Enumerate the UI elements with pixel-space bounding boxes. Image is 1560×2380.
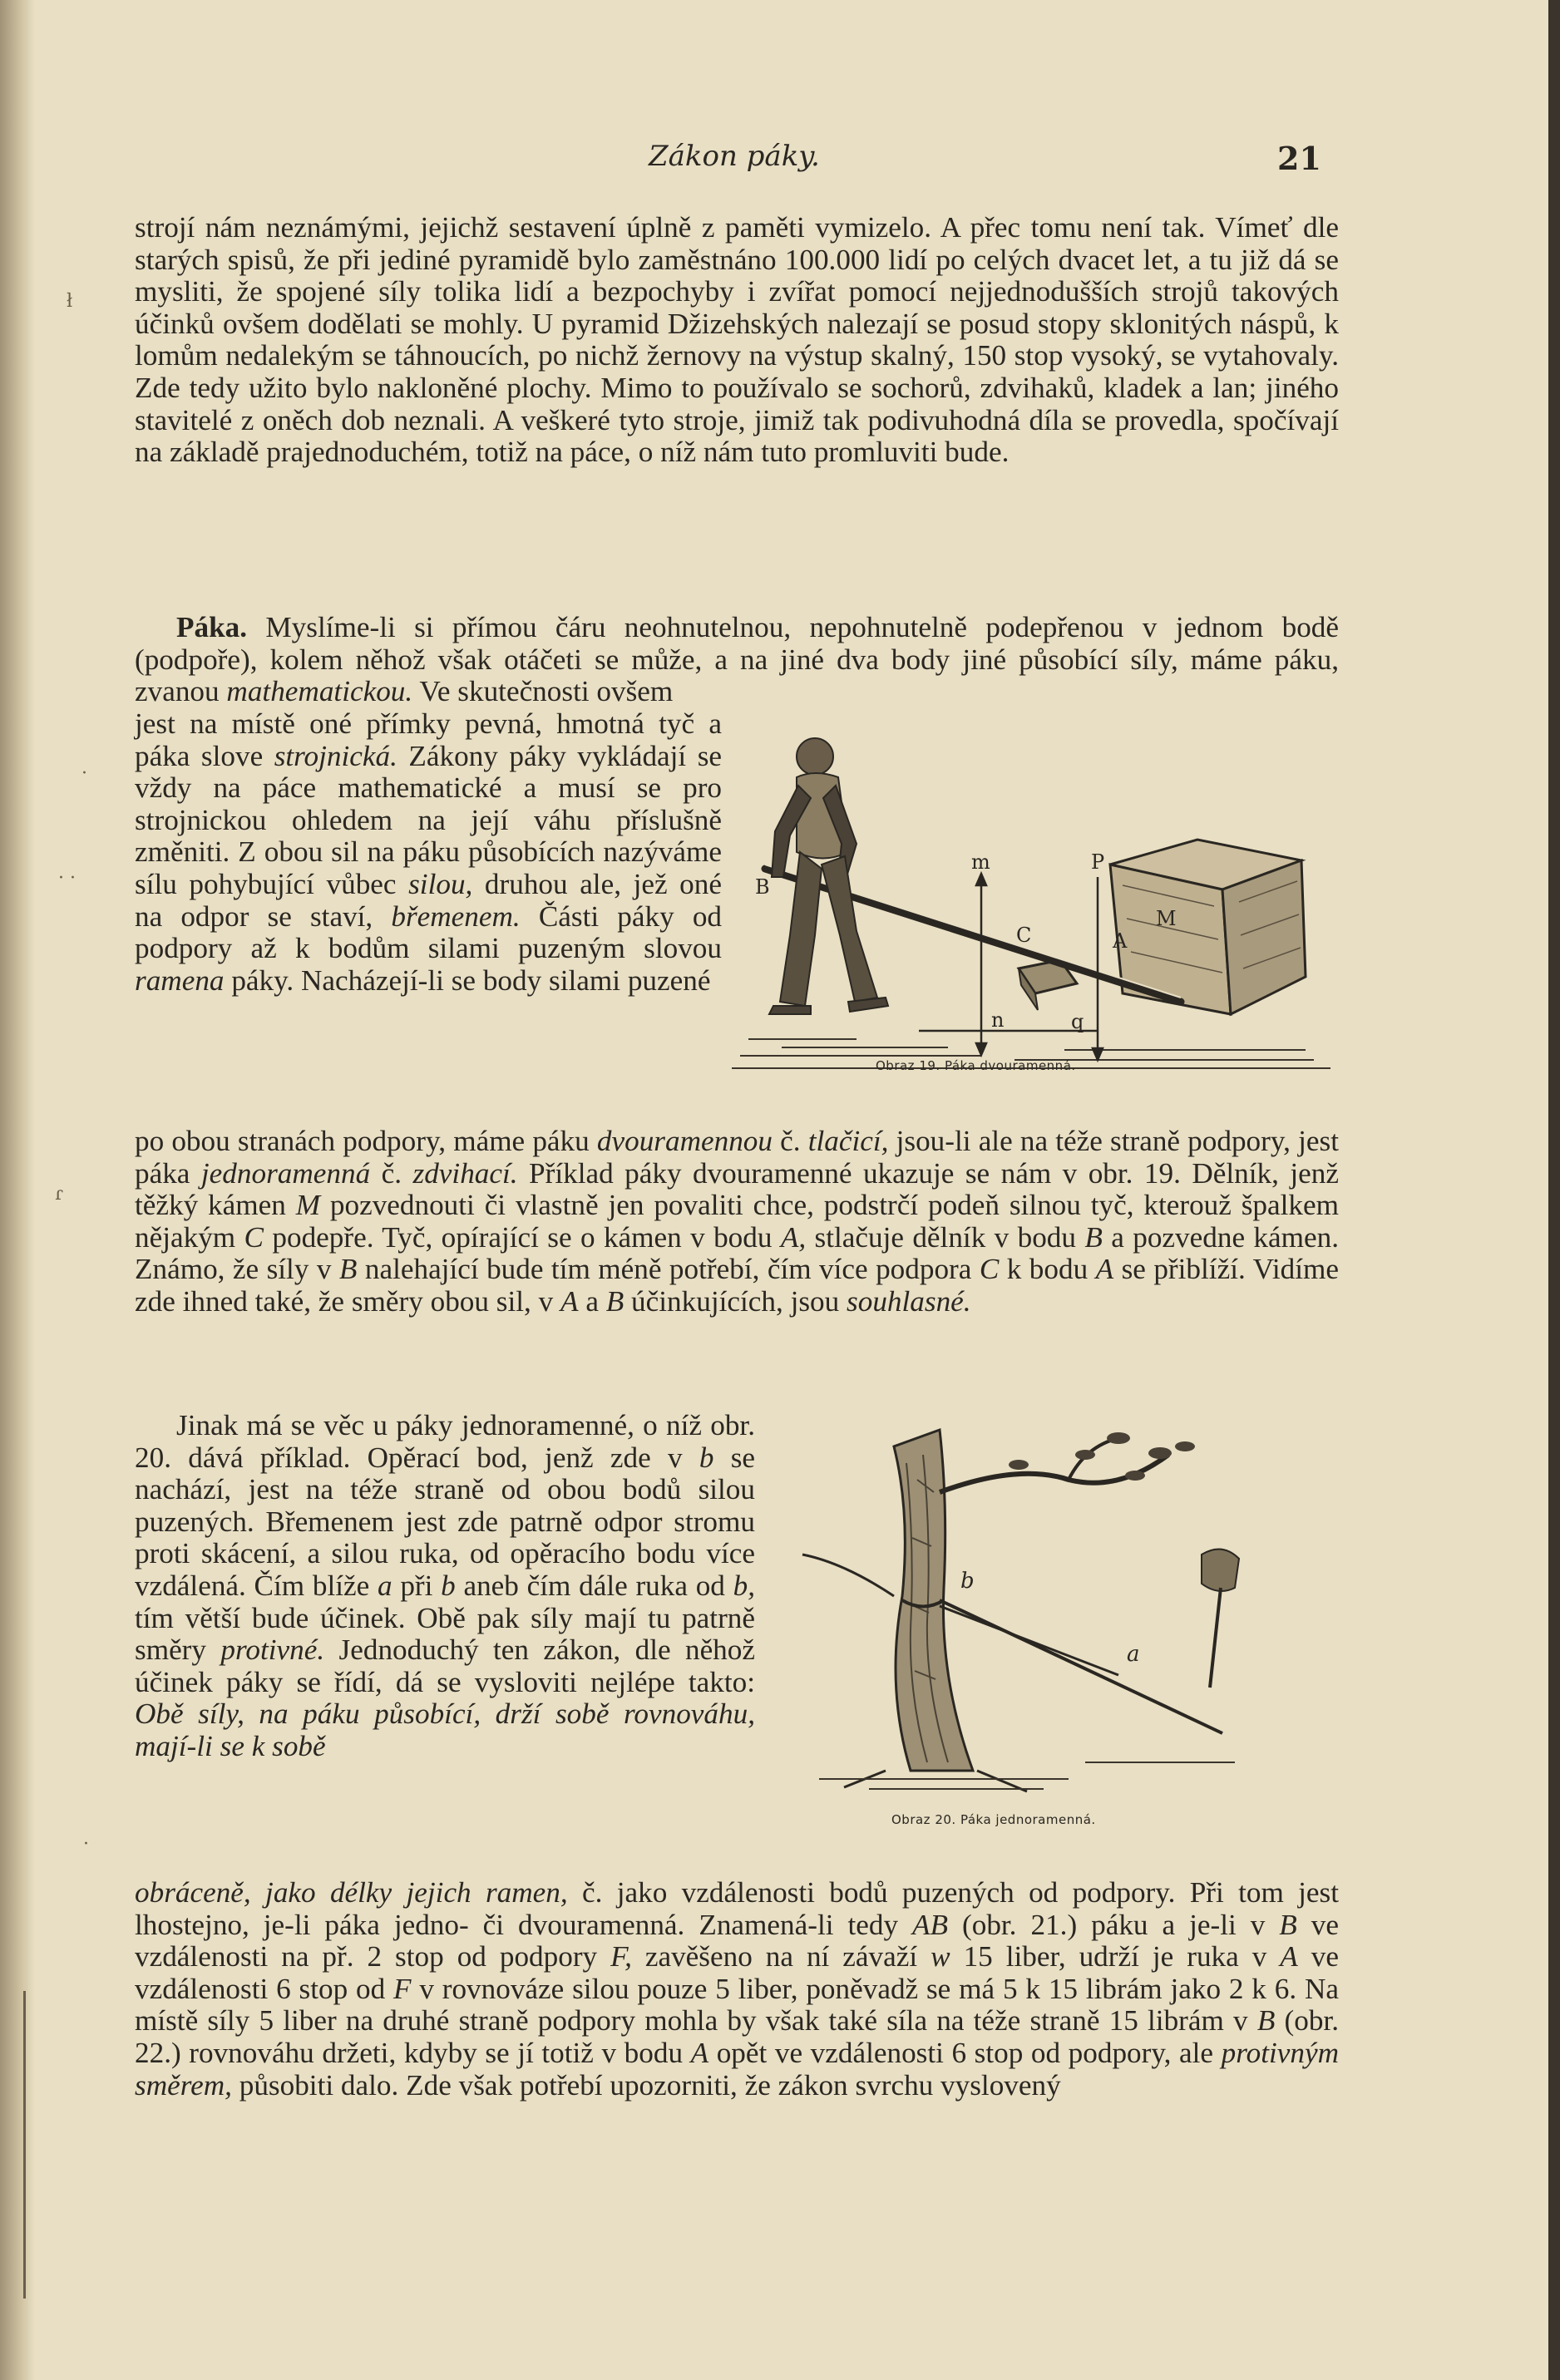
text-run: účinkujících, jsou [624, 1284, 847, 1318]
text-run-italic: protivným směrem, [135, 2036, 1339, 2102]
text-run: tím větší bude účinek. Obě pak síly mají tu patrně směry [135, 1601, 755, 1667]
text-run: se přiblíží. Vidíme zde ihned také, že směry obou sil, v [135, 1253, 1340, 1318]
label-m: m [971, 850, 990, 874]
text-run: nalehající bude tím méně potřebí, čím více podpora [357, 1253, 980, 1286]
hand [1202, 1550, 1239, 1688]
text-run-italic: obráceně, jako délky jejich ramen, [135, 1876, 568, 1909]
symbol: b, [733, 1569, 755, 1602]
text-run: se nachází, jest na téže straně od obou bodů silou puzených. Břemenem jest zde patrně odpor stromu proti skácení, a silou ruka, od opěracího bodu více vzdálená. Čím blíže [135, 1441, 755, 1602]
running-title: Zákon páky. [649, 140, 820, 173]
text-run-italic: souhlasné. [847, 1284, 971, 1318]
text-run-italic: břemenem. [391, 899, 521, 933]
text-run-italic: dvouramennou [596, 1125, 773, 1157]
section-heading: Páka. [176, 611, 248, 643]
page-number: 21 [1277, 140, 1321, 177]
text-run-italic: Obě síly, na páku působící, drží sobě rovnováhu, mají-li se k sobě [135, 1698, 755, 1762]
text-run: Myslíme-li si přímou čáru neohnutelnou, nepohnutelně podepřenou v jednom bodě (podpoře), kolem něhož však otáčeti se může, a na jiné dva body jiné působící síly, máme páku, zvanou [135, 611, 1339, 708]
text-run-italic: mathematickou. [226, 675, 413, 708]
margin-mark: · · [58, 868, 76, 889]
symbol: B [1256, 2004, 1276, 2038]
text-run: stlačuje dělník v bodu [806, 1220, 1085, 1254]
symbol: a [378, 1569, 392, 1602]
text-run: Části páky od podpory až k bodům silami puzeným slovou [135, 899, 723, 965]
paragraph-1: strojí nám neznámými, jejichž sestavení úplně z paměti vymizelo. A přec tomu není tak. Vímeť dle starých spisů, že při jediné pyramidě bylo zaměstnáno 100.000 lidí po celých dvacet let, a tu již dá se mysliti, že spojené síly tolika lidí a bezpochyby i zvířat pomocí nejjednodušších strojů takových účinků ovšem dodělati se mohly. U pyramid Džizehských nalezají se posud stopy sklonitých náspů, k lomům nedalekým se táhnoucích, po nichž žernovy na výstup skalný, 150 stop vysoký, se vytahovaly. Zde tedy užito bylo nakloněné plochy. Mimo to používalo se sochorů, zdvihaků, kladek a lan; jiného stavitelé z oněch dob neznali. A veškeré tyto stroje, jimiž tak podivuhodná díla se provedla, spočívají na základě prajednoduchém, totiž na páce, o níž nám tuto promluviti bude. [135, 211, 1339, 469]
symbol: B [605, 1284, 624, 1318]
paragraph-4 [135, 1126, 1339, 1318]
text-run: Jinak má se věc u páky jednoramenné, o níž obr. 20. dává příklad. Opěrací bod, jenž zde v [135, 1409, 755, 1474]
text-run-italic: jednoramenná [200, 1156, 371, 1190]
text-run: druhou ale, jež oné na odpor se staví, [135, 867, 722, 933]
text-run: páky. Nacházejí-li se body silami puzené [224, 963, 711, 997]
symbol: A [1095, 1253, 1114, 1286]
lever-pole [940, 1600, 1222, 1733]
figure-19-caption: Obraz 19. Páka dvouramenná. [876, 1058, 1076, 1073]
paragraph-3 [135, 708, 722, 997]
symbol: A, [780, 1220, 807, 1254]
symbol: AB [912, 1908, 949, 1941]
margin-mark: ł [67, 291, 73, 312]
label-a: a [1127, 1642, 1140, 1667]
label-q: q [1071, 1010, 1084, 1033]
text-run: Příklad páky dvouramenné ukazuje se nám v obr. 19. Dělník, jenž těžký kámen [135, 1156, 1339, 1222]
ground-hatching [819, 1762, 1235, 1789]
symbol: C [244, 1220, 264, 1254]
text-run-italic: protivné. [220, 1633, 325, 1667]
text-run: č. [772, 1125, 808, 1157]
symbol: A [560, 1284, 579, 1318]
text-run: Zákony páky vykládají se vždy na páce mathematické a musí se pro strojnickou ohledem na její váhu příslušně změniti. Z obou sil na páku působících nazýváme sílu pohybující vůbec [135, 739, 723, 900]
text-run-italic: strojnická. [274, 739, 397, 772]
symbol: b [441, 1569, 456, 1602]
text-run: působiti dalo. Zde však potřebí upozorniti, že zákon svrchu vyslovený [231, 2068, 1061, 2102]
paragraph-6 [135, 1877, 1339, 2102]
rope [940, 1606, 1118, 1675]
text-run: jsou-li ale na téže straně podpory, jest páka [135, 1125, 1339, 1190]
text-run: aneb čím dále ruka od [455, 1569, 733, 1602]
label-c: C [1016, 924, 1032, 947]
page-edge [1548, 0, 1560, 2380]
symbol: A [1280, 1940, 1298, 1973]
symbol: A [690, 2036, 709, 2069]
label-p: P [1091, 850, 1105, 874]
tree [802, 1430, 1195, 1791]
margin-mark: · [81, 763, 87, 784]
symbol: F [393, 1972, 412, 2005]
label-b: b [960, 1569, 975, 1594]
paragraph-5 [135, 1410, 755, 1763]
text-run: k bodu [999, 1253, 1096, 1286]
text-run: podepře. Tyč, opírající se o kámen v bodu [264, 1220, 781, 1254]
text-run: Ve skutečnosti ovšem [412, 675, 674, 708]
text-run: a [578, 1284, 606, 1318]
label-n: n [991, 1008, 1005, 1032]
figure-20-caption: Obraz 20. Páka jednoramenná. [891, 1812, 1096, 1827]
symbol: w [931, 1940, 950, 1973]
lever-illustration [732, 719, 1347, 1085]
text-run: při [392, 1569, 442, 1602]
label-a: A [1113, 929, 1128, 953]
running-header [0, 140, 1560, 181]
text-run: v rovnováze silou pouze 5 liber, poněvadž se má 5 k 15 librám jako 2 k 6. Na místě síly 5 liber na druhé straně podpory mohla by však také síla na téže straně 15 librám v [135, 1972, 1339, 2038]
text-run: po obou stranách podpory, máme páku [135, 1125, 597, 1157]
page-spine [0, 0, 35, 2380]
figure-19 [732, 719, 1347, 1085]
text-run: jest na místě oné přímky pevná, hmotná tyč a páka slove [135, 707, 722, 772]
text-run: č. jako vzdálenosti bodů puzených od podpory. Při tom jest lhostejno, je-li páka jedno- či dvouramenná. Znamená-li tedy [135, 1876, 1340, 1941]
text-run: Jednoduchý ten zákon, dle něhož účinek páky se řídí, dá se vysloviti nejlépe takto: [135, 1633, 755, 1698]
symbol: M [295, 1189, 321, 1222]
symbol: b [699, 1441, 714, 1474]
symbol: B [338, 1253, 358, 1286]
symbol: B [1084, 1220, 1103, 1254]
text-run: (obr. 21.) páku a je-li v [948, 1908, 1280, 1941]
text-run-italic: zdvihací. [412, 1156, 518, 1190]
text-run: ve vzdálenosti 6 stop od [135, 1940, 1339, 2005]
figure-20 [769, 1413, 1335, 1804]
text-run: 15 liber, udrží je ruka v [950, 1940, 1281, 1973]
text-run: a pozvedne kámen. Známo, že síly v [135, 1220, 1340, 1286]
symbol: F, [610, 1940, 632, 1973]
paragraph-2 [135, 612, 1339, 708]
text-run-italic: silou, [408, 867, 473, 900]
label-b: B [755, 875, 770, 899]
label-stone: M [1156, 907, 1177, 930]
text-run: ve vzdálenosti na př. 2 stop od podpory [135, 1908, 1339, 1973]
margin-mark: · [83, 1834, 89, 1855]
text-run-italic: ramena [135, 963, 225, 997]
symbol: C [979, 1253, 1000, 1286]
text-run: opět ve vzdálenosti 6 stop od podpory, ale [708, 2036, 1222, 2069]
text-run: (obr. 22.) rovnováhu držeti, kdyby se jí totiž v bodu [135, 2004, 1340, 2069]
text-run: č. [370, 1156, 413, 1190]
margin-mark: ɾ [55, 1184, 63, 1205]
text-run: pozvednouti či vlastně jen povaliti chce, podstrčí podeň silnou tyč, kterouž špalkem nějakým [135, 1189, 1340, 1254]
margin-rule [23, 1991, 26, 2299]
tree-lever-illustration [769, 1413, 1335, 1804]
text-run-italic: tlačicí, [807, 1125, 889, 1157]
text-run: zavěšeno na ní závaží [631, 1940, 931, 1973]
symbol: B [1279, 1908, 1297, 1941]
